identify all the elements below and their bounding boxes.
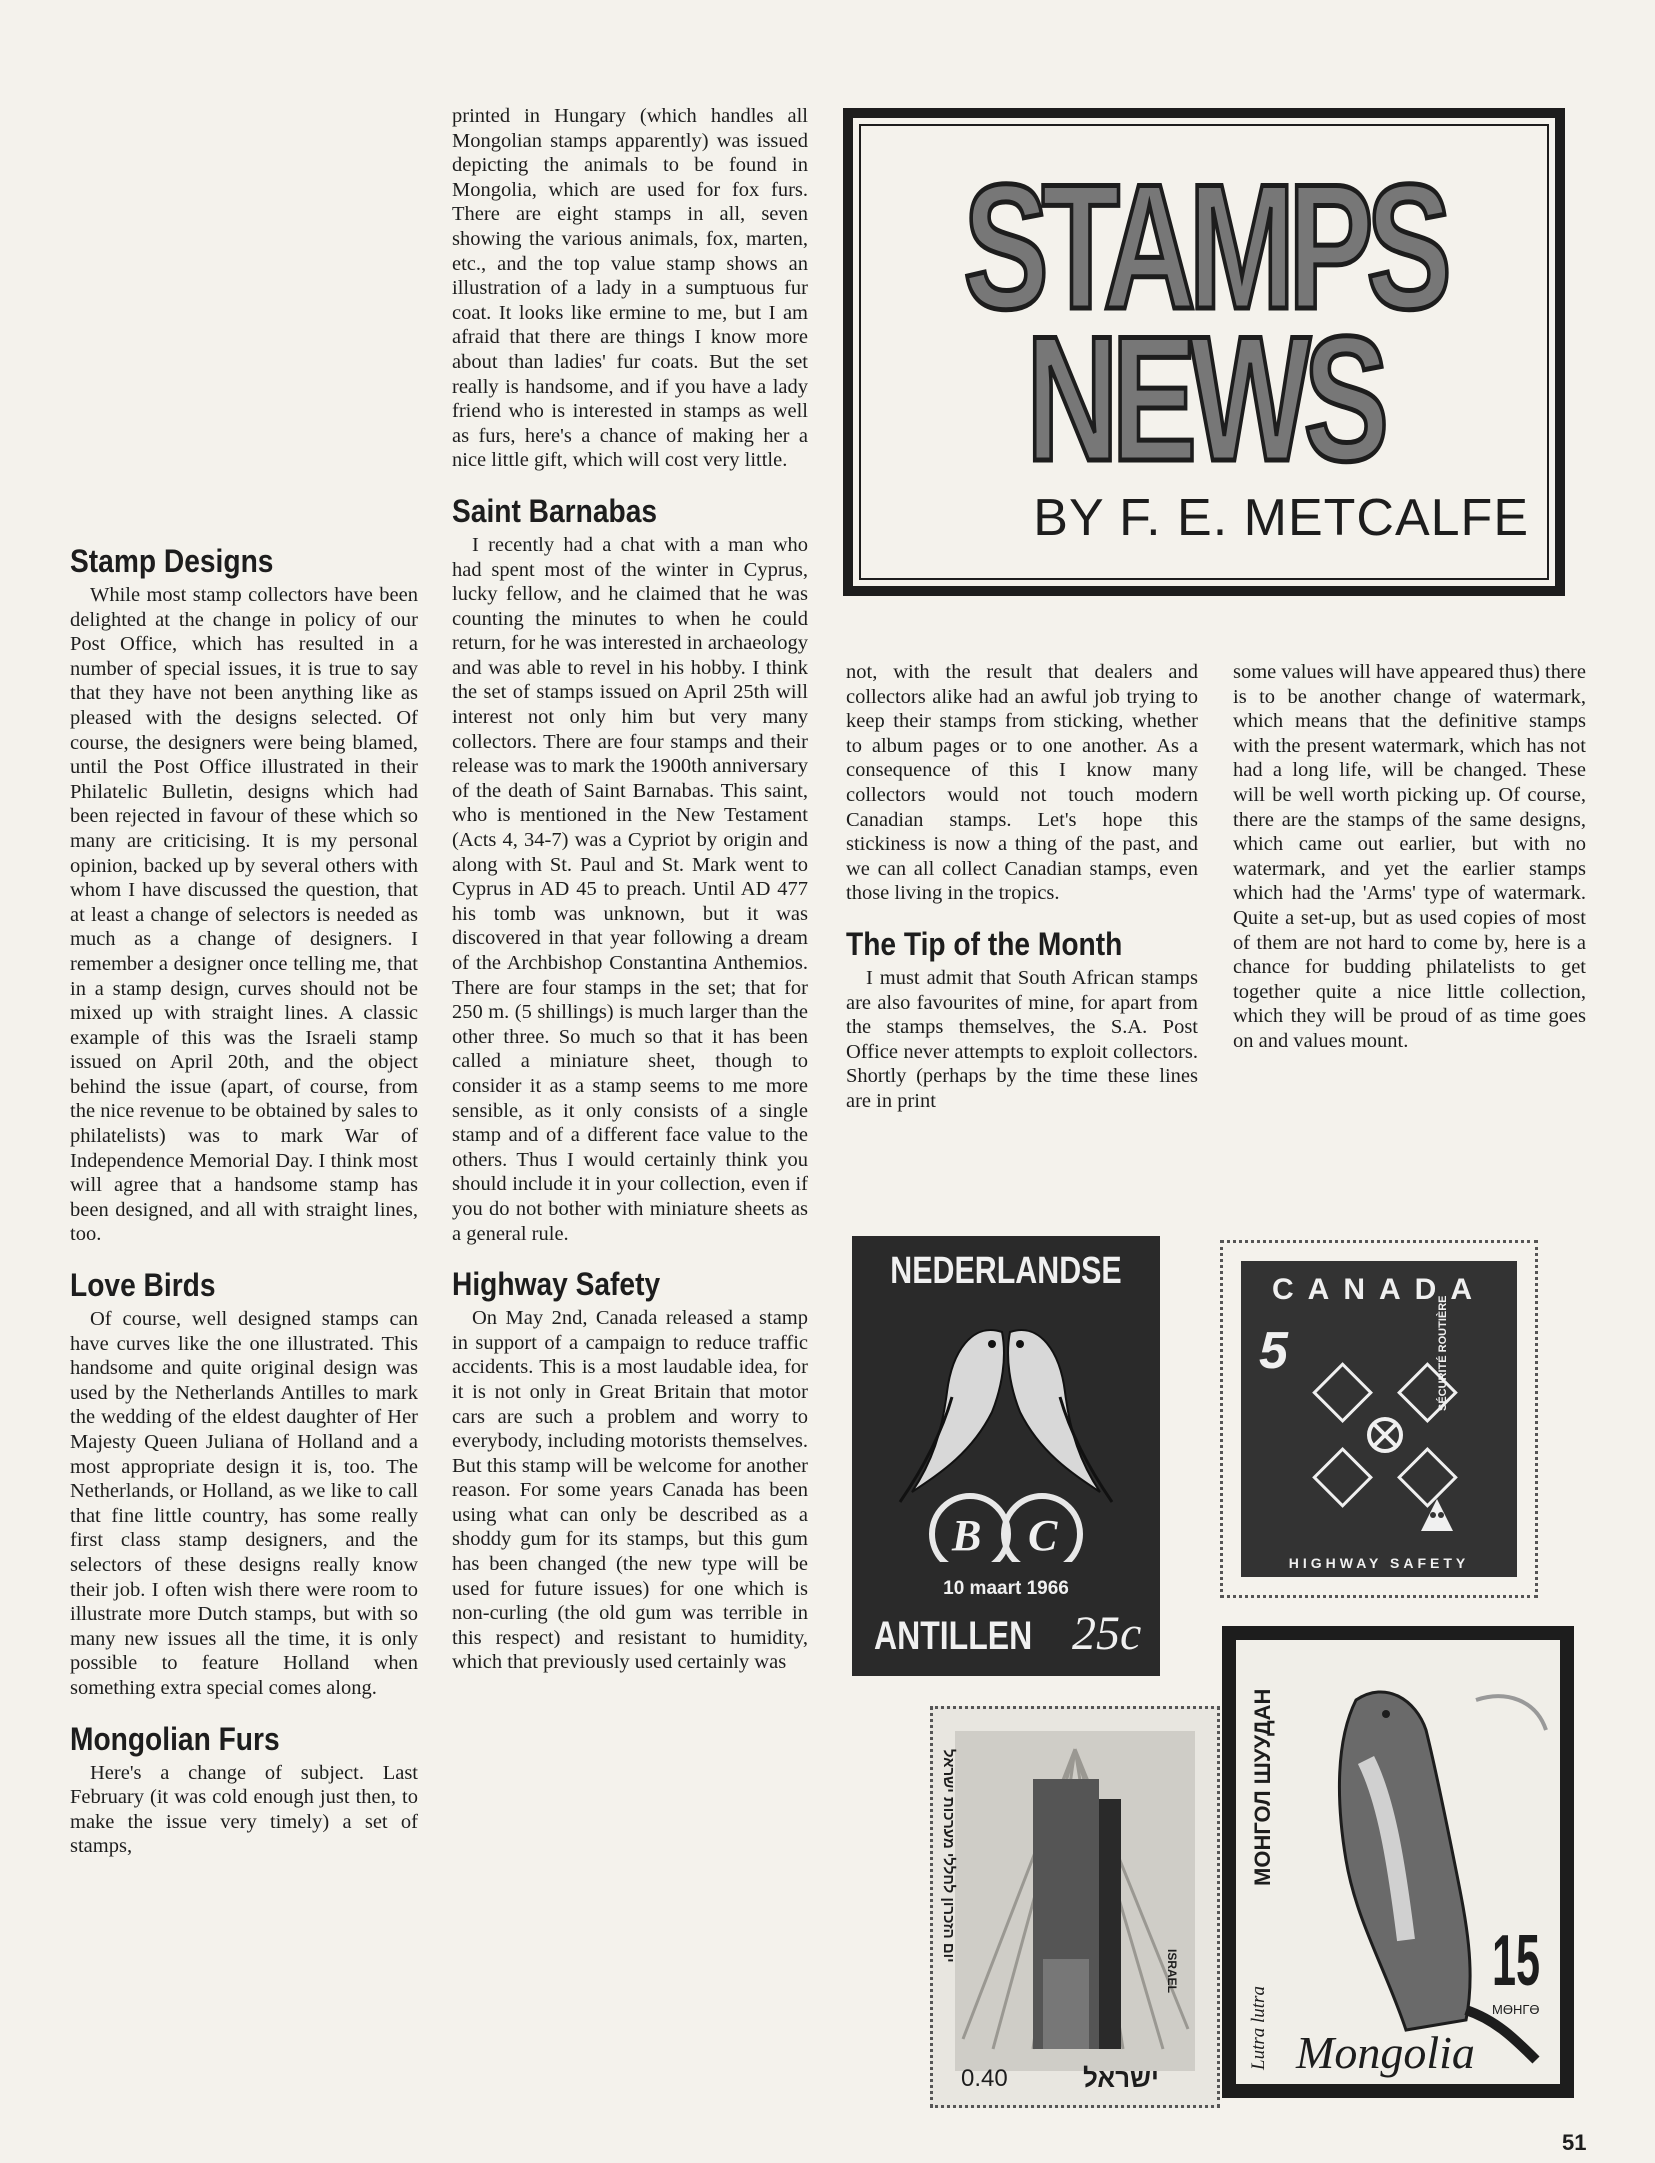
stamp-mongolia-latin-name: Lutra lutra [1248, 1986, 1269, 2070]
paragraph-furs-continued: printed in Hungary (which handles all Mongolian stamps apparently) was issued depicting the animals to be found in Mongolia, which are used for fox furs. There are eight stamps in all, seven showing the various animals, fox, marten, etc., and the top value stamp shows an illustration of a lady in a sumptuous fur coat. It looks like ermine to me, but I am afraid that there are things I know more about than ladies' fur coats. But the set really is handsome, and if you have a lady friend who is interested in stamps as well as furs, here's a chance of making her a nice little gift, which will cost very little. [452, 105, 808, 472]
stamp-canada-caption: HIGHWAY SAFETY [1288, 1555, 1470, 1571]
heading-love-birds: Love Birds [70, 1267, 216, 1304]
paragraph-highway-continued: not, with the result that dealers and collectors alike had an awful job trying to keep their stamps from sticking, whether to album pages or to one another. As a consequence of this I know many collectors would not touch modern Canadian stamps. Let's hope this stickiness is now a thing of the past, and we can all collect Canadian stamps, even those living in the tropics. [846, 661, 1198, 905]
stamp-canada-country: CANADA [1272, 1273, 1486, 1306]
stamp-canada-face [1241, 1261, 1517, 1577]
stamp-netherlands-antilles [852, 1236, 1160, 1676]
stamp-israel-side-text: יום הזכרון לחללי מערכות ישראל [940, 1749, 957, 1963]
stamp-mongolia-country: Mongolia [1296, 2027, 1475, 2078]
stamp-mongolia-face [1236, 1640, 1560, 2084]
heading-mongolian-furs: Mongolian Furs [70, 1720, 280, 1757]
paragraph-tip-of-the-month: I must admit that South African stamps are also favourites of mine, for apart from the stamps themselves, the S.A. Post Office never attempts to exploit collectors. Shortly (perhaps by the time these lines are in print [846, 966, 1198, 1112]
column-1 [70, 543, 418, 1859]
stamp-mongolia-currency: МӨНГӨ [1492, 2002, 1540, 2017]
heading-tip-of-the-month: The Tip of the Month [846, 925, 1123, 962]
stamp-canada-highway-safety [1220, 1240, 1538, 1598]
paragraph-highway-safety: On May 2nd, Canada released a stamp in support of a campaign to reduce traffic accidents. This is a most laudable idea, for it is not only in Great Britain that motor cars are such a problem and worry to everybody, including motorists themselves. But this stamp will be welcome for another reason. For some years Canada has been using what can only be described as a shoddy gum for its stamps, but this gum has been changed (the new type will be used for future issues) for one which is non-curling (the old gum was terrible in this respect) and resistant to humidity, which that previously used certainly was [452, 1307, 808, 1674]
otter-icon [1236, 1640, 1560, 2084]
stamp-mongolia-top-text: МОНГОЛ ШУУДАН [1250, 1688, 1275, 1886]
stamp-antillen-date: 10 maart 1966 [943, 1578, 1069, 1599]
stamp-antillen-value: 25c [1072, 1607, 1142, 1660]
column-3 [846, 660, 1198, 1114]
heading-highway-safety: Highway Safety [452, 1266, 661, 1303]
masthead-title-news: NEWS [1026, 299, 1382, 498]
masthead [843, 108, 1565, 596]
column-2 [452, 104, 808, 1675]
stamp-antillen-monogram-c: C [1028, 1511, 1058, 1560]
stamp-israel-memorial [930, 1706, 1220, 2108]
stamp-canada-value: 5 [1259, 1322, 1288, 1380]
heading-stamp-designs: Stamp Designs [70, 543, 274, 579]
paragraph-stamp-designs: While most stamp collectors have been delighted at the change in policy of our Post Office, which has resulted in a number of special issues, it is true to say that they have not been anything like as pleased with the designs selected. Of course, the designers were being blamed, until the Post Office illustrated in their Philatelic Bulletin, designs which had been rejected in favour of these which so many are criticising. It is my personal opinion, backed up by several others with whom I have discussed the question, that at least a change of selectors is needed as much as a change of designers. I remember a designer once telling me, that in a stamp design, curves should not be mixed up with straight lines. A classic example of this was the Israeli stamp issued on April 20th, and the object behind the issue (apart, of course, from the nice revenue to be obtained by sales to philatelists) was to mark War of Independence Memorial Day. I think most will agree that a handsome stamp has been designed, and all with straight lines, too. [70, 584, 418, 1246]
masthead-title-stamps: STAMPS [963, 147, 1445, 346]
paragraph-mongolian-furs: Here's a change of subject. Last February (it was cold enough just then, to make the issue very timely) a set of stamps, [70, 1761, 418, 1858]
column-4 [1233, 660, 1586, 1054]
school-crossing-icon [1419, 1497, 1455, 1533]
stamp-antillen-top-text: NEDERLANDSE [890, 1250, 1122, 1292]
stamp-antillen-monogram-b: B [952, 1511, 982, 1560]
page-number: 51 [1562, 2130, 1587, 2155]
byline: BY F. E. METCALFE [1033, 489, 1529, 547]
stamp-israel-value: 0.40 [961, 2065, 1008, 2092]
stamp-israel-country-latin: ISRAEL [1165, 1949, 1179, 1994]
stamp-mongolia-otter [1222, 1626, 1574, 2098]
love-birds-icon [852, 1302, 1160, 1562]
stamp-canada-side-text: SÉCURITÉ ROUTIÈRE [1437, 1295, 1449, 1411]
stamp-israel-country-hebrew: ישראל [1083, 2063, 1159, 2093]
memorial-tower-icon [933, 1709, 1217, 2105]
stamp-mongolia-value: 15 [1492, 1921, 1541, 2001]
paragraph-saint-barnabas: I recently had a chat with a man who had spent most of the winter in Cyprus, lucky fellow, and he claimed that he was counting the minutes to when he could return, for he was interested in archaeology and was able to revel in his hobby. I think the set of stamps issued on April 25th will interest not only him but very many collectors. There are four stamps and their release was to mark the 1900th anniversary of the death of Saint Barnabas. This saint, who is mentioned in the New Testament (Acts 4, 34-7) was a Cypriot by origin and along with St. Paul and St. Mark went to Cyprus in AD 45 to preach. Until AD 477 his tomb was unknown, but it was discovered in that year following a dream of the Archbishop Constantina Anthemios. There are four stamps in the set; that for 250 m. (5 shillings) is much larger than the other three. So much so that it has been called a miniature sheet, though to consider it as a stamp seems to me more sensible, as it only consists of a single stamp and of a different face value to the others. Thus I would certainly think you should include it in your collection, even if you do not bother with miniature sheets as a general rule. [452, 533, 808, 1245]
stamp-antillen-country: ANTILLEN [874, 1614, 1033, 1658]
paragraph-love-birds: Of course, well designed stamps can have curves like the one illustrated. This handsome and quite original design was used by the Netherlands Antilles to mark the wedding of the eldest daughter of Her Majesty Queen Juliana of Holland and a most appropriate design it is, too. The Netherlands, or Holland, as we like to call that fine little country, has some really first class stamp designers, and the selectors of these designs really know their job. I often wish there were room to illustrate more Dutch stamps, but with so many new issues all the time, it is only possible to feature Holland when something extra special comes along. [70, 1308, 418, 1699]
heading-saint-barnabas: Saint Barnabas [452, 492, 658, 529]
paragraph-tip-continued: some values will have appeared thus) there is to be another change of watermark, which means that the definitive stamps with the present watermark, which has not had a long life, will be changed. These will be well worth picking up. Of course, there are the stamps of the same designs, which came out earlier, but with no watermark, and yet the earlier stamps which had the 'Arms' type of watermark. Quite a set-up, but as used copies of most of them are not hard to come by, here is a chance for budding philatelists to get together quite a nice little collection, which they will be proud of as time goes on and values mount. [1233, 661, 1586, 1052]
